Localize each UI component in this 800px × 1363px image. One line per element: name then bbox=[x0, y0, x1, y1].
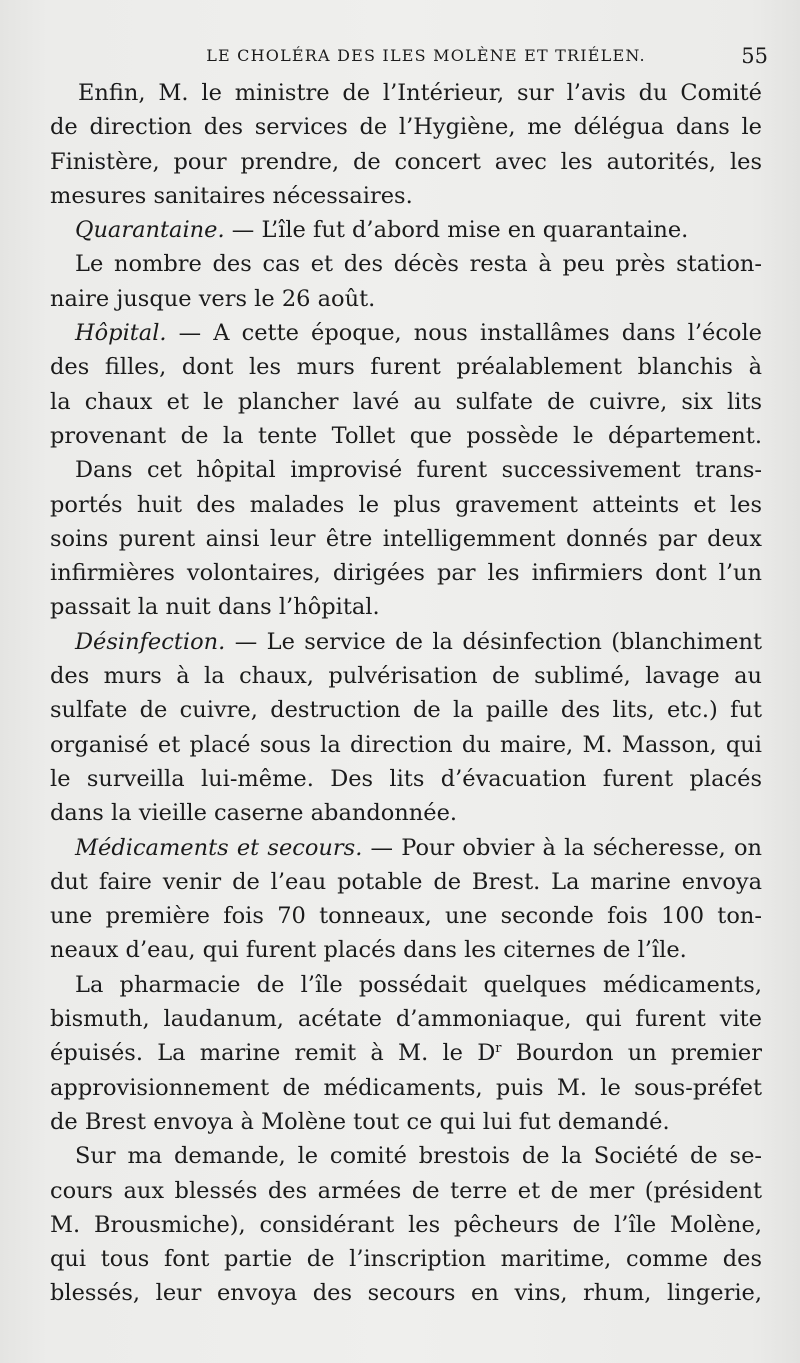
text-line: épuisés. La marine remit à M. le D bbox=[50, 1040, 496, 1067]
heading-desinfection: Désinfection. bbox=[75, 628, 226, 655]
text-line: la chaux et le plancher lavé au sulfate de cuivre, six lits bbox=[50, 388, 762, 415]
text-line: Enfin, M. le ministre de l’Intérieur, sur l’avis du Comité bbox=[78, 80, 762, 106]
text-line: une première fois 70 tonneaux, une seconde fois 100 ton- bbox=[50, 903, 762, 930]
text-line: sulfate de cuivre, destruction de la paille des lits, etc.) fut bbox=[50, 697, 762, 724]
text-line: mesures sanitaires nécessaires. bbox=[50, 182, 413, 209]
page-header bbox=[50, 40, 768, 72]
text-line: de direction des services de l’Hygiène, me délégua dans le bbox=[50, 114, 762, 141]
text-line: Sur ma demande, le comité brestois de la Société de se- bbox=[75, 1143, 762, 1170]
text-line: dut faire venir de l’eau potable de Brest. La marine envoya bbox=[50, 868, 762, 895]
text-line: L’île fut d’abord mise en quarantaine. bbox=[261, 217, 689, 244]
text-line: neaux d’eau, qui furent placés dans les citernes de l’île. bbox=[50, 937, 687, 964]
text-line-quarantaine bbox=[50, 213, 762, 247]
text-line: de Brest envoya à Molène tout ce qui lui fut demandé. bbox=[50, 1108, 670, 1135]
text-line: provenant de la tente Tollet que possède le département. bbox=[50, 422, 762, 449]
text-line-medicaments bbox=[50, 831, 762, 865]
text-line: cours aux blessés des armées de terre et de mer (président bbox=[50, 1177, 762, 1204]
text-line: Pour obvier à la sécheresse, on bbox=[401, 834, 762, 861]
page-number: 55 bbox=[741, 44, 768, 68]
text-line: des murs à la chaux, pulvérisation de sublimé, lavage au bbox=[50, 663, 762, 690]
text-line: qui tous font partie de l’inscription maritime, comme des bbox=[50, 1246, 762, 1273]
text-line: dans la vieille caserne abandonnée. bbox=[50, 800, 458, 827]
text-line: organisé et placé sous la direction du maire, M. Masson, qui bbox=[50, 731, 762, 758]
superscript: r bbox=[495, 1041, 502, 1057]
running-title: LE CHOLÉRA DES ILES MOLÈNE ET TRIÉLEN. bbox=[206, 46, 646, 65]
heading-medicaments: Médicaments et secours. bbox=[75, 834, 363, 861]
text-line: blessés, leur envoya des secours en vins, rhum, lingerie, bbox=[50, 1280, 762, 1307]
text-line: approvisionnement de médicaments, puis M. le sous-préfet bbox=[50, 1074, 762, 1101]
heading-quarantaine: Quarantaine. bbox=[75, 217, 225, 244]
text-line: passait la nuit dans l’hôpital. bbox=[50, 594, 380, 621]
text-line: A cette époque, nous installâmes dans l’école bbox=[213, 320, 762, 347]
em-dash: — bbox=[224, 217, 262, 244]
text-line-dr bbox=[50, 1036, 762, 1070]
text-line: Dans cet hôpital improvisé furent successivement trans- bbox=[75, 457, 762, 484]
em-dash: — bbox=[225, 628, 267, 655]
text-line: Finistère, pour prendre, de concert avec les autorités, les bbox=[50, 148, 762, 175]
text-line: La pharmacie de l’île possédait quelques médicaments, bbox=[75, 971, 762, 998]
text-line-hopital bbox=[50, 316, 762, 350]
text-line: naire jusque vers le 26 août. bbox=[50, 285, 376, 312]
text-line-desinfection bbox=[50, 625, 762, 659]
text-line: des filles, dont les murs furent préalablement blanchis à bbox=[50, 354, 762, 381]
text-line: Le service de la désinfection (blanchiment bbox=[266, 628, 763, 655]
text-line: M. Brousmiche), considérant les pêcheurs de l’île Molène, bbox=[50, 1211, 762, 1238]
text-line: bismuth, laudanum, acétate d’ammoniaque, qui furent vite bbox=[50, 1006, 762, 1033]
text-line: portés huit des malades le plus gravement atteints et les bbox=[50, 491, 762, 518]
text-line: soins purent ainsi leur être intelligemment donnés par deux bbox=[50, 525, 762, 552]
body-text bbox=[50, 76, 762, 1311]
em-dash: — bbox=[362, 834, 402, 861]
text-line: Le nombre des cas et des décès resta à peu près station- bbox=[75, 251, 762, 278]
em-dash: — bbox=[166, 320, 214, 347]
text-line: Bourdon un premier bbox=[501, 1040, 762, 1067]
text-line: le surveilla lui-même. Des lits d’évacuation furent placés bbox=[50, 765, 762, 792]
text-line: infirmières volontaires, dirigées par les infirmiers dont l’un bbox=[50, 560, 762, 587]
heading-hopital: Hôpital. bbox=[75, 320, 167, 347]
